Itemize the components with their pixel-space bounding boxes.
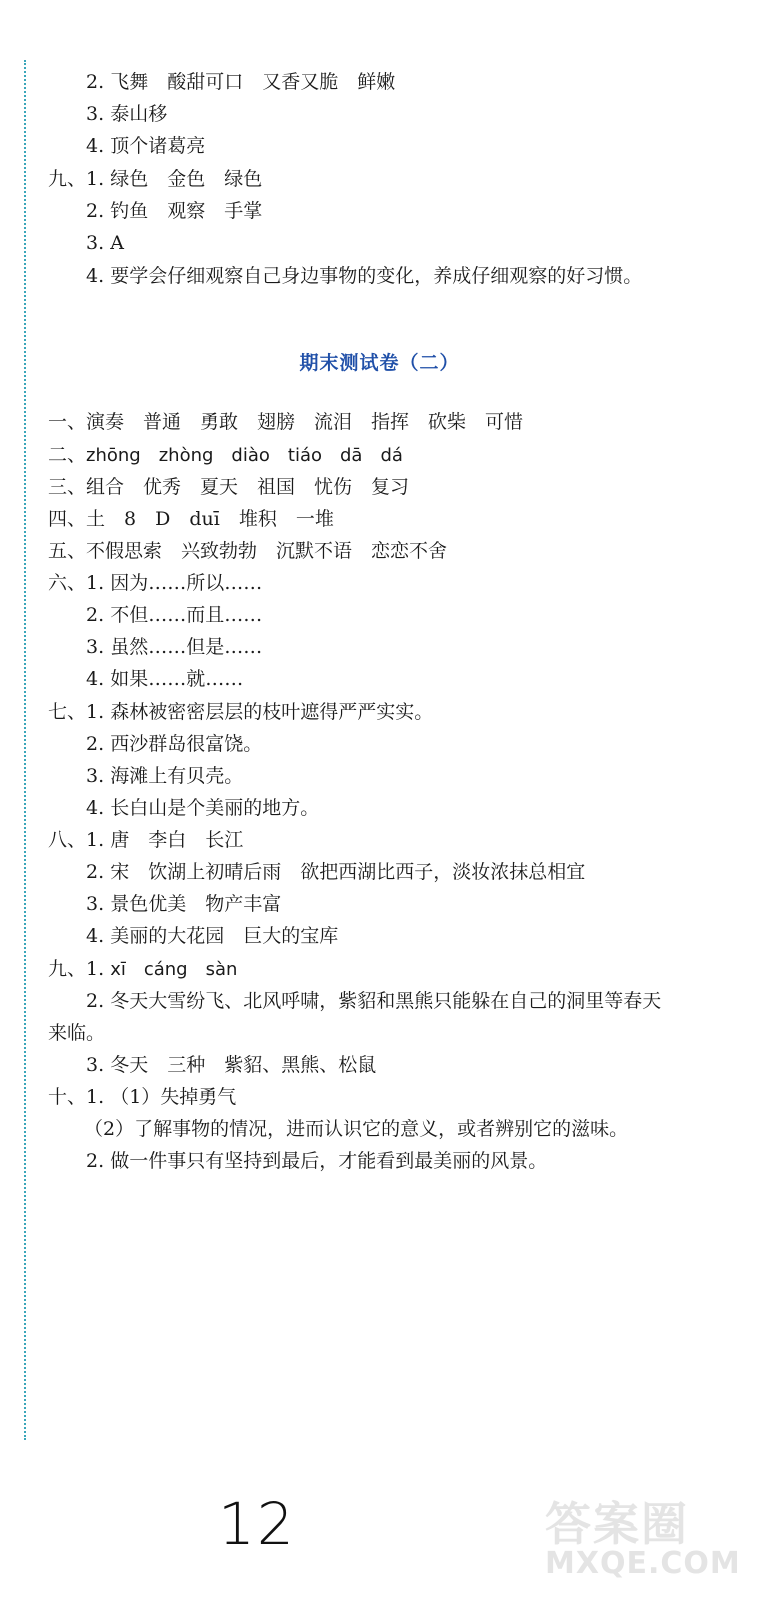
section-5: 五、不假思索 兴致勃勃 沉默不语 恋恋不舍 [48, 540, 448, 562]
watermark [545, 1488, 745, 1588]
section-9-item-3: 3. 冬天 三种 紫貂、黑熊、松鼠 [86, 1054, 377, 1076]
section-6-item-4: 4. 如果……就…… [86, 668, 244, 690]
section-3: 三、组合 优秀 夏天 祖国 忧伤 复习 [48, 476, 410, 498]
exam-title: 期末测试卷（二） [299, 352, 460, 374]
section-7-item-1: 1. 森林被密密层层的枝叶遮得严严实实。 [86, 701, 434, 723]
section-8-label: 八、 [48, 829, 87, 851]
top-nine-item-2: 2. 钓鱼 观察 手掌 [86, 200, 263, 222]
section-10-label: 十、 [48, 1086, 87, 1108]
watermark-url: MXQE.COM [545, 1546, 741, 1581]
top-nine-item-3: 3. A [86, 232, 124, 254]
section-1: 一、演奏 普通 勇敢 翅膀 流泪 指挥 砍柴 可惜 [48, 411, 524, 433]
top-nine-item-1: 1. 绿色 金色 绿色 [86, 168, 263, 190]
section-9-item-1: 1. xī cáng sàn [86, 958, 238, 980]
section-7-label: 七、 [48, 701, 87, 723]
section-10-item-1-sub-2: （2）了解事物的情况，进而认识它的意义，或者辨别它的滋味。 [84, 1118, 629, 1140]
top-item-2: 2. 飞舞 酸甜可口 又香又脆 鲜嫩 [86, 71, 396, 93]
margin-dotted-line [24, 60, 26, 1440]
section-9-label: 九、 [48, 958, 87, 980]
section-9-item-2-cont: 来临。 [48, 1022, 106, 1044]
section-10-item-2: 2. 做一件事只有坚持到最后，才能看到最美丽的风景。 [86, 1150, 548, 1172]
section-7-item-2: 2. 西沙群岛很富饶。 [86, 733, 263, 755]
top-nine-label: 九、 [48, 168, 87, 190]
section-8-item-2: 2. 宋 饮湖上初晴后雨 欲把西湖比西子，淡妆浓抹总相宜 [86, 861, 586, 883]
section-9-item-2: 2. 冬天大雪纷飞、北风呼啸，紫貂和黑熊只能躲在自己的洞里等春天 [86, 990, 662, 1012]
watermark-brand: 答案圈 [545, 1497, 689, 1551]
section-4: 四、土 8 D duī 堆积 一堆 [48, 508, 334, 530]
section-8-item-3: 3. 景色优美 物产丰富 [86, 893, 282, 915]
top-item-4: 4. 顶个诸葛亮 [86, 135, 206, 157]
top-nine-item-4: 4. 要学会仔细观察自己身边事物的变化，养成仔细观察的好习惯。 [86, 265, 643, 287]
section-7-item-3: 3. 海滩上有贝壳。 [86, 765, 244, 787]
section-2: 二、zhōng zhòng diào tiáo dā dá [48, 444, 403, 466]
section-6-item-3: 3. 虽然……但是…… [86, 636, 263, 658]
section-6-label: 六、 [48, 572, 87, 594]
section-7-item-4: 4. 长白山是个美丽的地方。 [86, 797, 320, 819]
top-item-3: 3. 泰山移 [86, 103, 168, 125]
section-10-item-1: 1. （1）失掉勇气 [86, 1086, 237, 1108]
section-8-item-4: 4. 美丽的大花园 巨大的宝库 [86, 925, 339, 947]
page-number: 12 [218, 1490, 296, 1558]
section-6-item-2: 2. 不但……而且…… [86, 604, 263, 626]
section-8-item-1: 1. 唐 李白 长江 [86, 829, 244, 851]
section-6-item-1: 1. 因为……所以…… [86, 572, 263, 594]
